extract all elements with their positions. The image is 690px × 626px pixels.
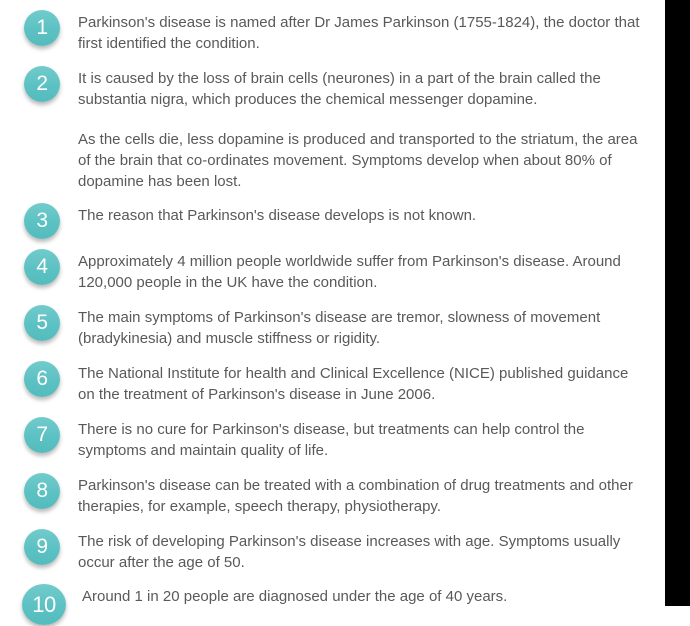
fact-row <box>24 361 640 405</box>
fact-text: The risk of developing Parkinson's disease increases with age. Symptoms usually occur after the age of 50. <box>78 533 621 571</box>
fact-number-badge: 3 <box>24 203 60 239</box>
fact-number-badge: 1 <box>24 10 60 46</box>
fact-row <box>24 417 640 461</box>
fact-number-badge: 5 <box>24 305 60 341</box>
fact-number-badge: 2 <box>24 66 60 102</box>
fact-number-badge: 8 <box>24 473 60 509</box>
fact-row-continuation <box>24 127 640 192</box>
fact-number-badge: 6 <box>24 361 60 397</box>
fact-number-badge: 10 <box>22 584 66 625</box>
fact-text: There is no cure for Parkinson's disease, but treatments can help control the symptoms and maintain quality of life. <box>78 421 585 459</box>
fact-text: Parkinson's disease can be treated with a combination of drug treatments and other therapies, for example, speech therapy, physiotherapy. <box>78 477 633 515</box>
fact-row <box>24 529 640 573</box>
fact-number-badge: 4 <box>24 249 60 285</box>
fact-number-badge: 9 <box>24 529 60 565</box>
fact-text: Around 1 in 20 people are diagnosed under the age of 40 years. <box>82 588 508 605</box>
right-black-strip <box>665 0 690 606</box>
fact-row <box>24 305 640 349</box>
fact-row <box>24 10 640 54</box>
fact-text: Parkinson's disease is named after Dr James Parkinson (1755-1824), the doctor that first identified the condition. <box>78 14 640 52</box>
fact-row <box>24 584 640 626</box>
fact-text: It is caused by the loss of brain cells (neurones) in a part of the brain called the substantia nigra, which produces the chemical messenger dopamine. <box>78 70 601 108</box>
fact-text: As the cells die, less dopamine is produced and transported to the striatum, the area of the brain that co-ordinates movement. Symptoms develop when about 80% of dopamine has been lost. <box>78 131 638 190</box>
fact-row <box>24 203 640 239</box>
fact-row <box>24 249 640 293</box>
fact-text: Approximately 4 million people worldwide suffer from Parkinson's disease. Around 120,000 people in the UK have the condition. <box>78 253 621 291</box>
fact-text: The National Institute for health and Clinical Excellence (NICE) published guidance on the treatment of Parkinson's disease in June 2006. <box>78 365 629 403</box>
fact-number-badge: 7 <box>24 417 60 453</box>
fact-text: The reason that Parkinson's disease develops is not known. <box>78 207 477 224</box>
fact-row <box>24 473 640 517</box>
fact-row <box>24 66 640 110</box>
fact-text: The main symptoms of Parkinson's disease are tremor, slowness of movement (bradykinesia) and muscle stiffness or rigidity. <box>78 309 601 347</box>
